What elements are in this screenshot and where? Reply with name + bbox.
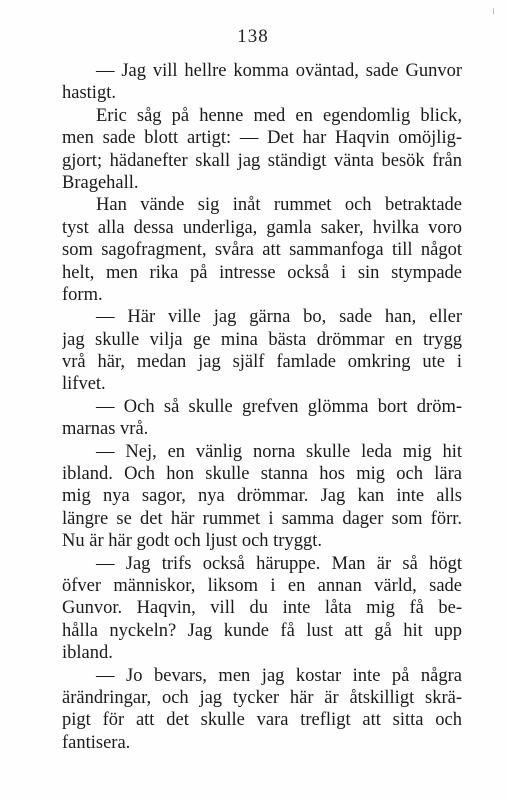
text-line: jag skulle vilja ge mina bästa drömmar en trygg [62, 329, 462, 350]
text-line: Han vände sig inåt rummet och betraktade [96, 195, 462, 216]
text-line: pigt för att det skulle vara trefligt att sitta och [62, 710, 462, 731]
text-line: mig nya sagor, nya drömmar. Jag kan inte alls [62, 486, 462, 507]
text-line: ibland. Och hon skulle stanna hos mig och lära [62, 464, 462, 485]
text-line: fantisera. [62, 732, 131, 753]
text-line: men sade blott artigt: — Det har Haqvin omöjlig- [62, 128, 462, 149]
text-line: ibland. [62, 643, 113, 664]
text-line: hålla nyckeln? Jag kunde få lust att gå hit upp [62, 620, 462, 641]
text-line: helt, men rika på intresse också i sin stympade [62, 262, 462, 283]
paper-speck [493, 8, 494, 14]
text-line: — Jo bevars, men jag kostar inte på några [96, 665, 462, 686]
text-line: öfver människor, liksom i en annan värld, sade [62, 575, 462, 596]
text-line: marnas vrå. [62, 419, 149, 440]
text-line: Bragehall. [62, 172, 139, 193]
text-line: hastigt. [62, 83, 116, 104]
text-line: — Här ville jag gärna bo, sade han, eller [96, 307, 462, 328]
text-line: ärändringar, och jag tycker här är åtskilligt skrä- [62, 687, 462, 708]
body-text [62, 60, 462, 754]
text-line: Nu är här godt och ljust och tryggt. [62, 531, 322, 552]
text-line: — Nej, en vänlig norna skulle leda mig hit [96, 441, 462, 462]
text-line: som sagofragment, svåra att sammanfoga till något [62, 240, 462, 261]
text-line: — Jag vill hellre komma oväntad, sade Gunvor [96, 61, 462, 81]
text-line: — Jag trifs också häruppe. Man är så högt [96, 553, 462, 574]
text-line: lifvet. [62, 374, 106, 395]
text-line: längre se det här rummet i samma dager som förr. [62, 508, 462, 529]
text-line: Gunvor. Haqvin, vill du inte låta mig få be- [62, 598, 462, 619]
text-line: form. [62, 284, 103, 305]
text-line: vrå här, medan jag själf famlade omkring ute i [62, 352, 462, 373]
page-number: 138 [237, 26, 269, 47]
text-line: — Och så skulle grefven glömma bort dröm- [96, 396, 462, 417]
text-line: Eric såg på henne med en egendomlig blick, [96, 105, 462, 126]
text-line: gjort; hädanefter skall jag ständigt vänta besök från [62, 150, 462, 171]
text-line: tyst alla dessa underliga, gamla saker, hvilka voro [62, 217, 462, 238]
